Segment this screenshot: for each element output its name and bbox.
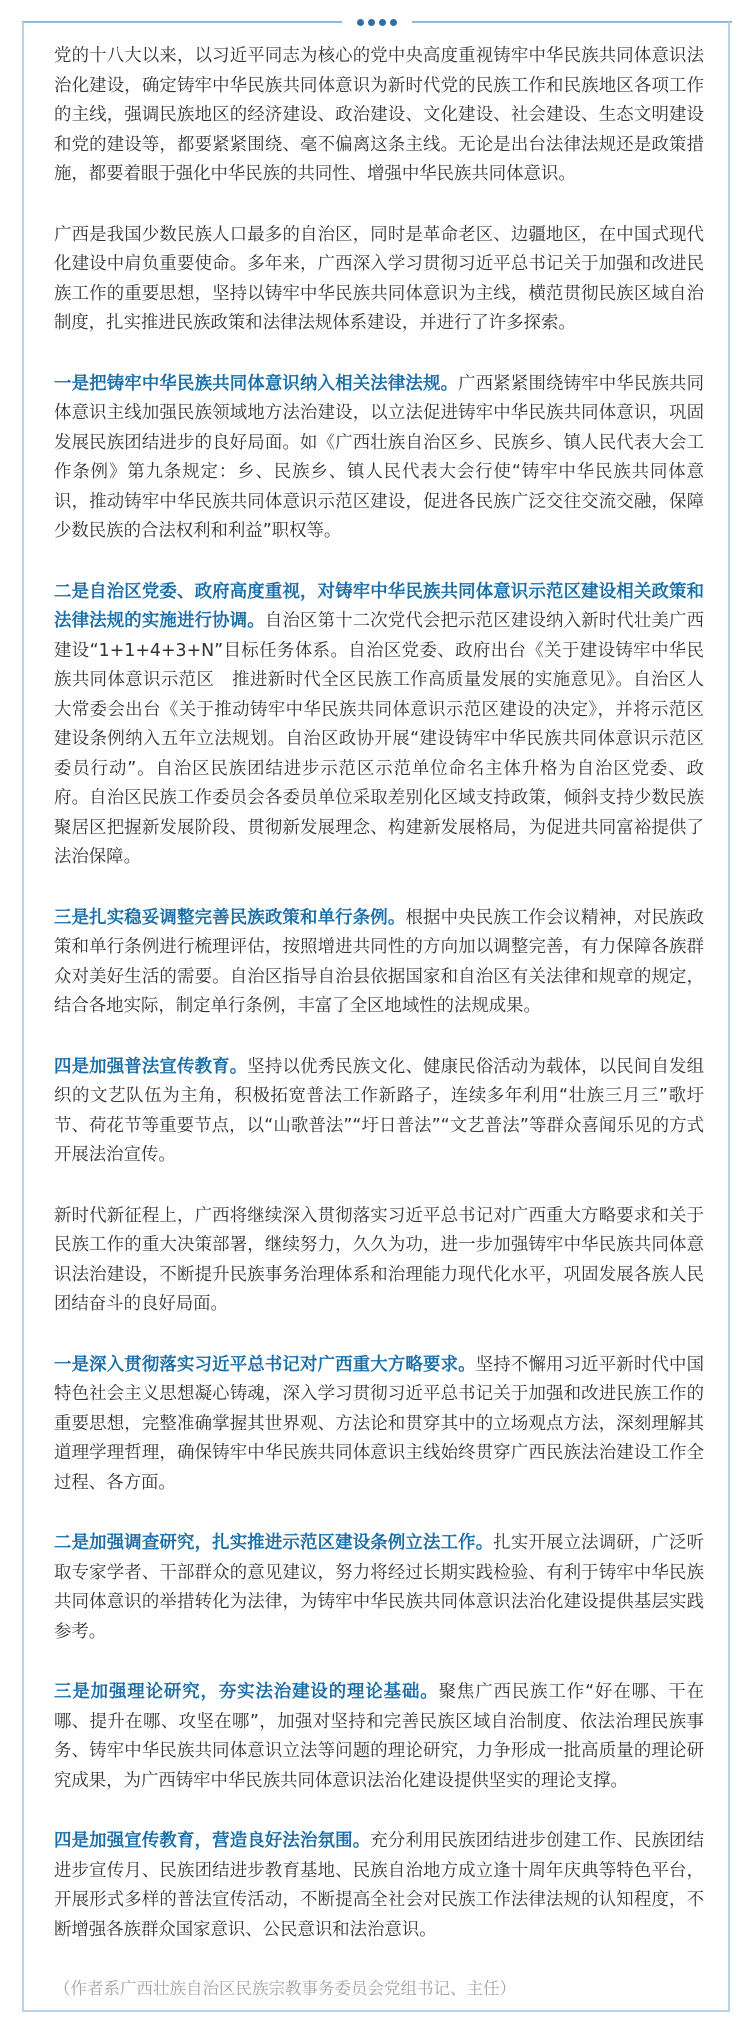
paragraph-text: 新时代新征程上，广西将继续深入贯彻落实习近平总书记对广西重大方略要求和关于民族工作的重大决策部署，继续努力，久久为功，进一步加强铸牢中华民族共同体意识法治建设，不断提升民族事务治理体系和治理能力现代化水平，巩固发展各族人民团结奋斗的良好局面。	[54, 1205, 704, 1314]
paragraph	[54, 1202, 704, 1320]
paragraph	[54, 42, 704, 190]
paragraph	[54, 904, 704, 1022]
paragraph-text: 广西是我国少数民族人口最多的自治区，同时是革命老区、边疆地区，在中国式现代化建设中肩负重要使命。多年来，广西深入学习贯彻习近平总书记关于加强和改进民族工作的重要思想，坚持以铸牢中华民族共同体意识为主线，横范贯彻民族区域自治制度，扎实推进民族政策和法律法规体系建设，并进行了许多探索。	[54, 224, 704, 333]
paragraph-lead: 三是加强理论研究，夯实法治建设的理论基础。	[54, 1682, 439, 1702]
paragraph-lead: 二是自治区党委、政府高度重视，对铸牢中华民族共同体意识示范区建设相关政策和法律法规的实施进行协调。	[54, 581, 704, 631]
paragraph	[54, 1351, 704, 1499]
paragraph-lead: 一是深入贯彻落实习近平总书记对广西重大方略要求。	[54, 1354, 476, 1375]
paragraph-text: 坚持以优秀民族文化、健康民俗活动为载体，以民间自发组织的文艺队伍为主角，积极拓宽普法工作新路子，连续多年利用“壮族三月三”歌圩节、荷花节等重要节点，以“山歌普法”“圩日普法”“文艺普法”等群众喜闻乐见的方式开展法治宣传。	[54, 1056, 704, 1165]
paragraph-lead: 一是把铸牢中华民族共同体意识纳入相关法律法规。	[54, 373, 459, 394]
paragraph-text: 广西紧紧围绕铸牢中华民族共同体意识主线加强民族领域地方法治建设，以立法促进铸牢中华民族共同体意识，巩固发展民族团结进步的良好局面。如《广西壮族自治区乡、民族乡、镇人民代表大会工作条例》第九条规定：乡、民族乡、镇人民代表大会行使“铸牢中华民族共同体意识，推动铸牢中华民族共同体意识示范区建设，促进各民族广泛交往交流交融，保障少数民族的合法权利和利益”职权等。	[54, 373, 704, 541]
paragraph-text: 充分利用民族团结进步创建工作、民族团结进步宣传月、民族团结进步教育基地、民族自治地方成立逢十周年庆典等特色平台，开展形式多样的普法宣传活动，不断提高全社会对民族工作法律法规的认知程度，不断增强各族群众国家意识、公民意识和法治意识。	[54, 1831, 704, 1940]
paragraph-text: 聚焦广西民族工作“好在哪、干在哪、提升在哪、攻坚在哪”，加强对坚持和完善民族区域自治制度、依法治理民族事务、铸牢中华民族共同体意识立法等问题的理论研究，力争形成一批高质量的理论研究成果，为广西铸牢中华民族共同体意识法治化建设提供坚实的理论支撑。	[54, 1682, 704, 1791]
paragraph	[54, 1053, 704, 1171]
author-note: （作者系广西壮族自治区民族宗教事务委员会党组书记、主任）	[54, 1979, 516, 1998]
paragraph-text: 根据中央民族工作会议精神，对民族政策和单行条例进行梳理评估，按照增进共同性的方向加以调整完善，有力保障各族群众对美好生活的需要。自治区指导自治县依据国家和自治区有关法律和规章的规定，结合各地实际，制定单行条例，丰富了全区地域性的法规成果。	[54, 907, 704, 1016]
paragraph-lead: 二是加强调查研究，扎实推进示范区建设条例立法工作。	[54, 1533, 494, 1553]
paragraph-lead: 四是加强宣传教育，营造良好法治氛围。	[54, 1831, 371, 1851]
paragraph-text: 自治区第十二次党代会把示范区建设纳入新时代壮美广西建设“1+1+4+3+N”目标任务体系。自治区党委、政府出台《关于建设铸牢中华民族共同体意识示范区 推进新时代全区民族工作高质量发展的实施意见》。自治区人大常委会出台《关于推动铸牢中华民族共同体意识示范区建设的决定》，并将示范区建设条例纳入五年立法规划。自治区政协开展“建设铸牢中华民族共同体意识示范区委员行动”。自治区民族团结进步示范区示范单位命名主体升格为自治区党委、政府。自治区民族工作委员会各委员单位采取差别化区域支持政策，倾斜支持少数民族聚居区把握新发展阶段、贯彻新发展理念、构建新发展格局，为促进共同富裕提供了法治保障。	[54, 611, 704, 867]
paragraph	[54, 370, 704, 547]
paragraph-text: 党的十八大以来，以习近平同志为核心的党中央高度重视铸牢中华民族共同体意识法治化建设，确定铸牢中华民族共同体意识为新时代党的民族工作和民族地区各项工作的主线，强调民族地区的经济建设、政治建设、文化建设、社会建设、生态文明建设和党的建设等，都要紧紧围绕、毫不偏离这条主线。无论是出台法律法规还是政策措施，都要着眼于强化中华民族的共同性、增强中华民族共同体意识。	[54, 46, 704, 184]
paragraph	[54, 1529, 704, 1647]
paragraph-lead: 三是扎实稳妥调整完善民族政策和单行条例。	[54, 907, 406, 928]
paragraph-text: 扎实开展立法调研，广泛听取专家学者、干部群众的意见建议，努力将经过长期实践检验、有利于铸牢中华民族共同体意识的举措转化为法律，为铸牢中华民族共同体意识法治化建设提供基层实践参考。	[54, 1533, 704, 1642]
paragraph-text: 坚持不懈用习近平新时代中国特色社会主义思想凝心铸魂，深入学习贯彻习近平总书记关于加强和改进民族工作的重要思想，完整准确掌握其世界观、方法论和贯穿其中的立场观点方法，深刻理解其道理学理哲理，确保铸牢中华民族共同体意识主线始终贯穿广西民族法治建设工作全过程、各方面。	[54, 1354, 704, 1493]
article-body	[54, 42, 704, 2002]
paragraph	[54, 578, 704, 873]
paragraph	[54, 221, 704, 339]
paragraph	[54, 1827, 704, 1945]
paragraph	[54, 1678, 704, 1796]
paragraph-lead: 四是加强普法宣传教育。	[54, 1056, 248, 1077]
